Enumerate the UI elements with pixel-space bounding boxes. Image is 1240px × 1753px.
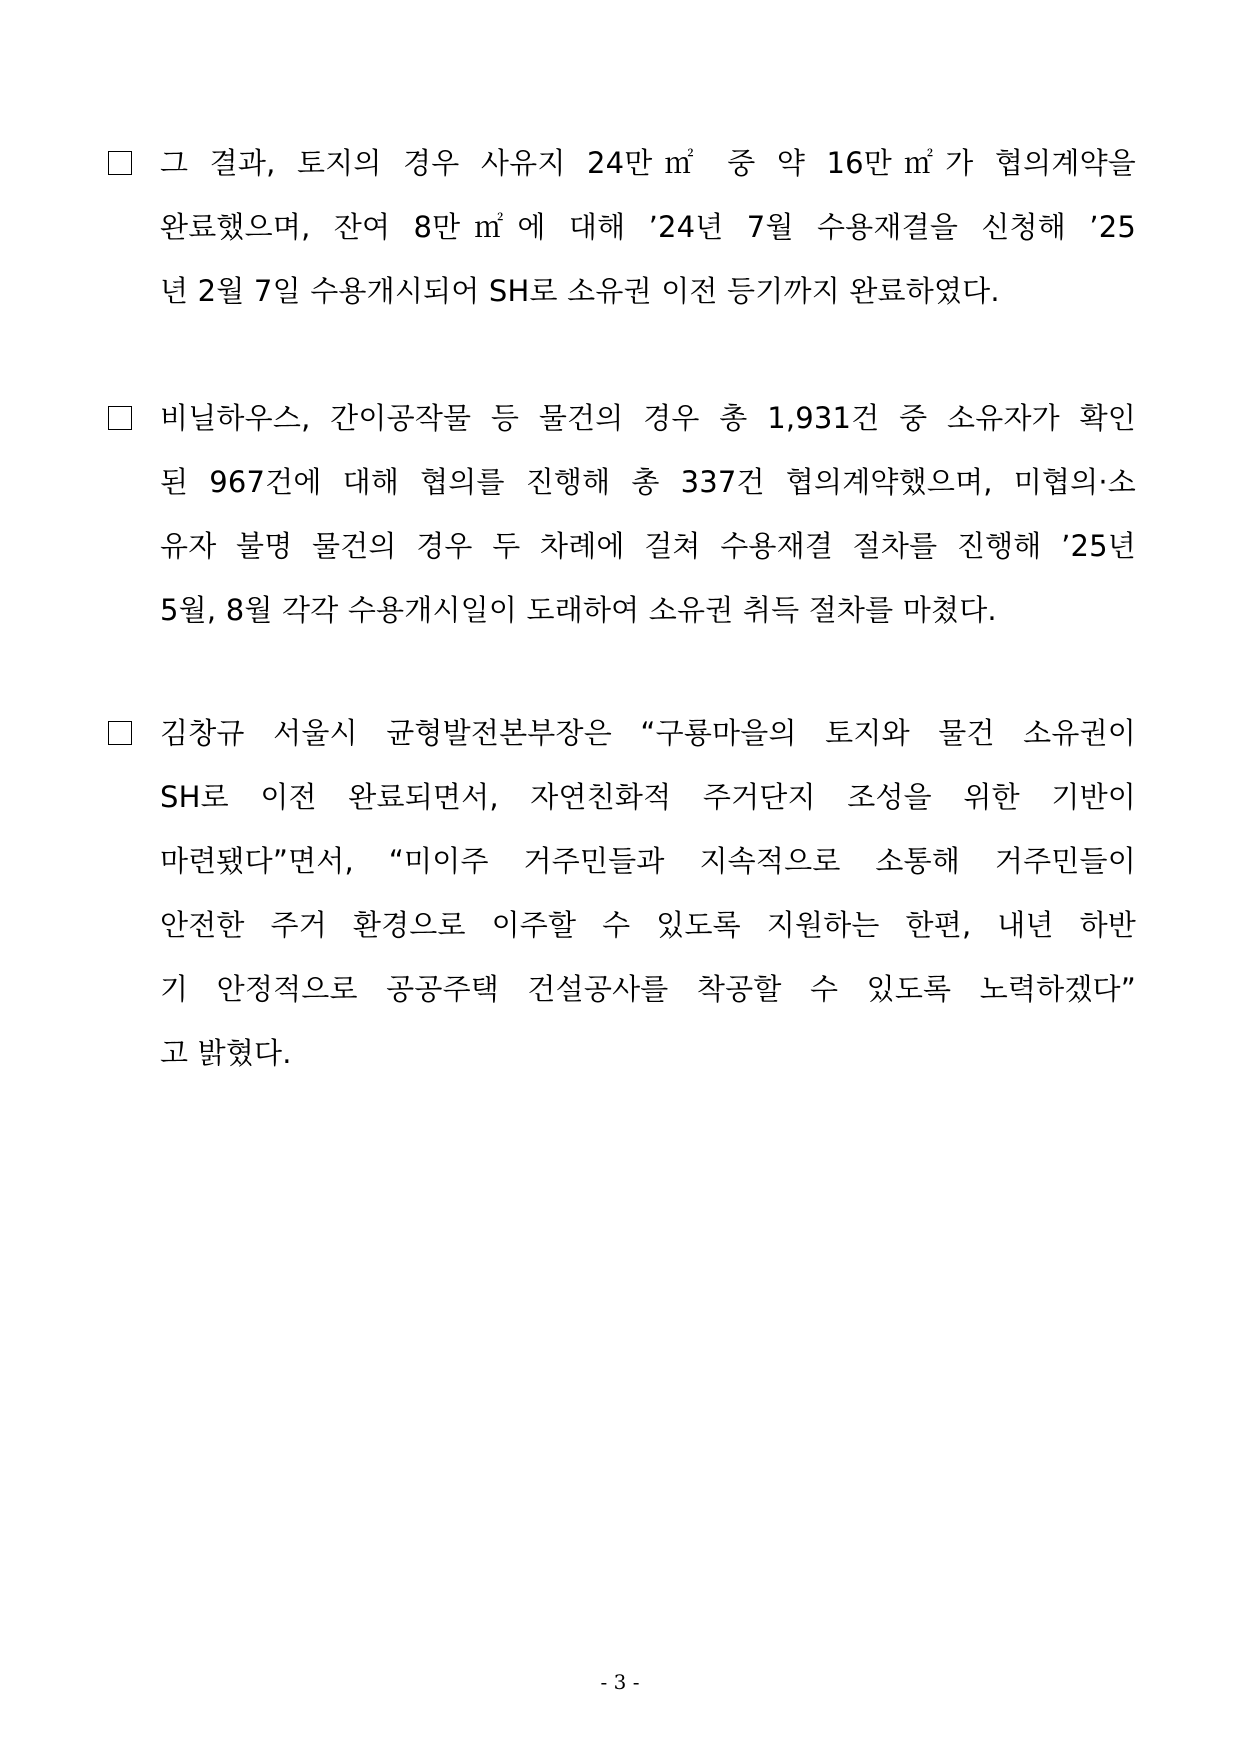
paragraph-line: 비닐하우스, 간이공작물 등 물건의 경우 총 1,931건 중 소유자가 확인 bbox=[160, 401, 1136, 435]
checkbox-bullet-icon bbox=[108, 151, 132, 175]
paragraph-line: 기 안정적으로 공공주택 건설공사를 착공할 수 있도록 노력하겠다” bbox=[160, 972, 1136, 1006]
checkbox-bullet-icon bbox=[108, 406, 132, 430]
page-number: - 3 - bbox=[600, 1670, 640, 1694]
paragraph-line: 그 결과, 토지의 경우 사유지 24만㎡ 중 약 16만㎡가 협의계약을 bbox=[160, 146, 1136, 180]
paragraph-line: 유자 불명 물건의 경우 두 차례에 걸쳐 수용재결 절차를 진행해 ’25년 bbox=[160, 529, 1136, 563]
paragraph-line: 마련됐다”면서, “미이주 거주민들과 지속적으로 소통해 거주민들이 bbox=[160, 844, 1136, 878]
paragraph-line: 완료했으며, 잔여 8만㎡에 대해 ’24년 7월 수용재결을 신청해 ’25 bbox=[160, 210, 1136, 244]
paragraph-line: 된 967건에 대해 협의를 진행해 총 337건 협의계약했으며, 미협의·소 bbox=[160, 465, 1136, 499]
paragraph-line: 5월, 8월 각각 수용개시일이 도래하여 소유권 취득 절차를 마쳤다. bbox=[160, 593, 997, 627]
checkbox-bullet-icon bbox=[108, 721, 132, 745]
paragraph-line: 년 2월 7일 수용개시되어 SH로 소유권 이전 등기까지 완료하였다. bbox=[160, 274, 1000, 308]
paragraph-line: 고 밝혔다. bbox=[160, 1036, 292, 1070]
paragraph-line: 김창규 서울시 균형발전본부장은 “구룡마을의 토지와 물건 소유권이 bbox=[160, 716, 1136, 750]
paragraph-line: 안전한 주거 환경으로 이주할 수 있도록 지원하는 한편, 내년 하반 bbox=[160, 908, 1136, 942]
paragraph-line: SH로 이전 완료되면서, 자연친화적 주거단지 조성을 위한 기반이 bbox=[160, 780, 1136, 814]
